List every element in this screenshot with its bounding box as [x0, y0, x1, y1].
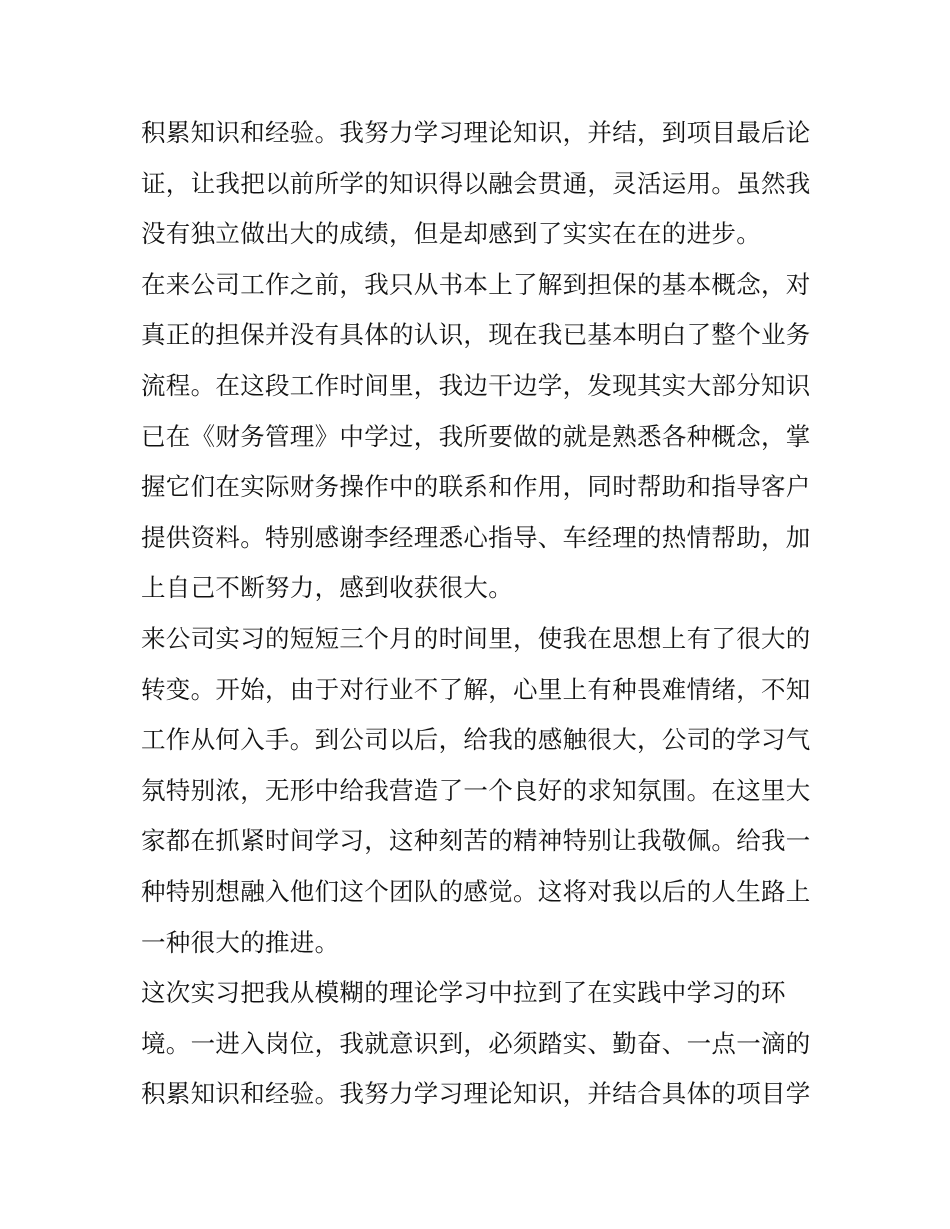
text-line: 在来公司工作之前，我只从书本上了解到担保的基本概念，对 [141, 269, 811, 299]
text-line: 积累知识和经验。我努力学习理论知识，并结合具体的项目学 [141, 1079, 811, 1109]
text-line: 积累知识和经验。我努力学习理论知识，并结，到项目最后论 [141, 118, 811, 147]
text-line: 这次实习把我从模糊的理论学习中拉到了在实践中学习的环 [141, 978, 786, 1008]
text-line: 转变。开始，由于对行业不了解，心里上有种畏难情绪，不知 [141, 674, 811, 704]
text-line: 提供资料。特别感谢李经理悉心指导、车经理的热情帮助，加 [141, 522, 811, 552]
text-line: 证，让我把以前所学的知识得以融会贯通，灵活运用。虽然我 [141, 168, 811, 198]
text-line: 境。一进入岗位，我就意识到，必须踏实、勤奋、一点一滴的 [141, 1028, 811, 1058]
text-line: 来公司实习的短短三个月的时间里，使我在思想上有了很大的 [141, 623, 811, 653]
text-line: 种特别想融入他们这个团队的感觉。这将对我以后的人生路上 [141, 876, 811, 906]
text-line: 真正的担保并没有具体的认识，现在我已基本明白了整个业务 [141, 320, 811, 350]
text-line: 流程。在这段工作时间里，我边干边学，发现其实大部分知识 [141, 370, 811, 400]
text-line: 上自己不断努力，感到收获很大。 [141, 573, 513, 603]
text-line: 没有独立做出大的成绩，但是却感到了实实在在的进步。 [141, 219, 761, 249]
text-line: 已在《财务管理》中学过，我所要做的就是熟悉各种概念，掌 [141, 421, 811, 451]
text-line: 一种很大的推进。 [141, 927, 340, 957]
body-text [141, 108, 821, 1120]
text-line: 氛特别浓，无形中给我营造了一个良好的求知氛围。在这里大 [141, 775, 811, 805]
text-line: 工作从何入手。到公司以后，给我的感触很大，公司的学习气 [141, 725, 811, 755]
text-line: 握它们在实际财务操作中的联系和作用，同时帮助和指导客户 [141, 472, 811, 502]
text-line: 家都在抓紧时间学习，这种刻苦的精神特别让我敬佩。给我一 [141, 826, 811, 856]
